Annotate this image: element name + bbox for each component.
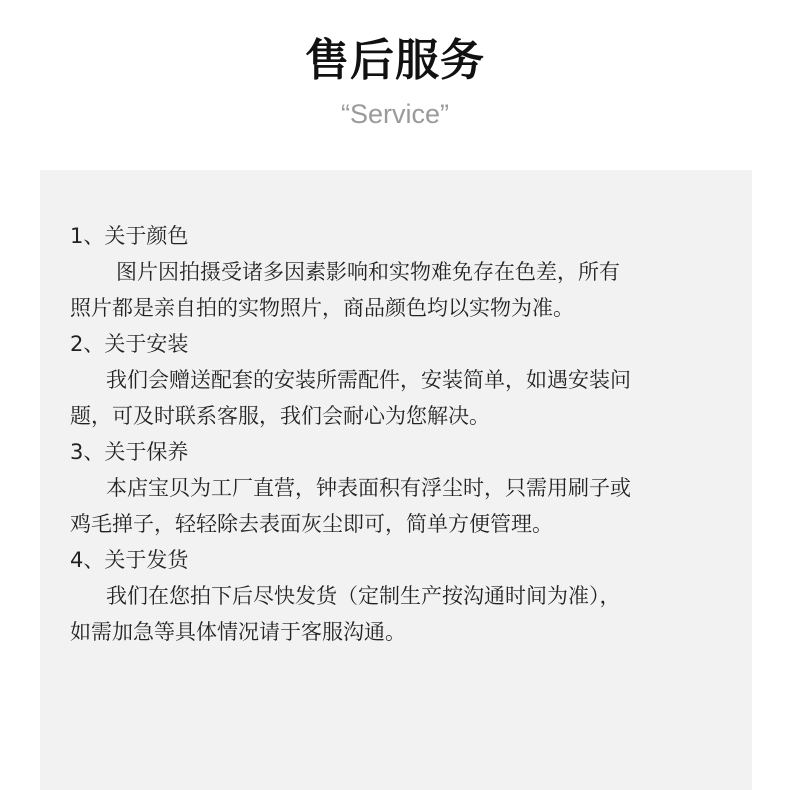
section-text-line: 本店宝贝为工厂直营，钟表面积有浮尘时，只需用刷子或 <box>106 476 631 500</box>
section-text-line: 如需加急等具体情况请于客服沟通。 <box>70 620 406 644</box>
section-text-line: 我们会赠送配套的安装所需配件，安装简单，如遇安装问 <box>106 368 631 392</box>
service-info-content <box>70 218 730 650</box>
section-heading-installation: 2、关于安装 <box>70 332 189 356</box>
section-heading-shipping: 4、关于发货 <box>70 548 189 572</box>
service-info-panel <box>40 170 752 790</box>
section-heading-maintenance: 3、关于保养 <box>70 440 189 464</box>
section-text-line: 图片因拍摄受诸多因素影响和实物难免存在色差，所有 <box>116 260 620 284</box>
section-text-line: 照片都是亲自拍的实物照片，商品颜色均以实物为准。 <box>70 296 574 320</box>
section-text-line: 鸡毛掸子，轻轻除去表面灰尘即可，简单方便管理。 <box>70 512 553 536</box>
section-heading-color: 1、关于颜色 <box>70 224 189 248</box>
section-text-line: 题，可及时联系客服，我们会耐心为您解决。 <box>70 404 490 428</box>
section-text-line: 我们在您拍下后尽快发货（定制生产按沟通时间为准）， <box>106 584 621 608</box>
page-subtitle: “Service” <box>340 99 449 129</box>
page-title: 售后服务 <box>305 35 485 86</box>
